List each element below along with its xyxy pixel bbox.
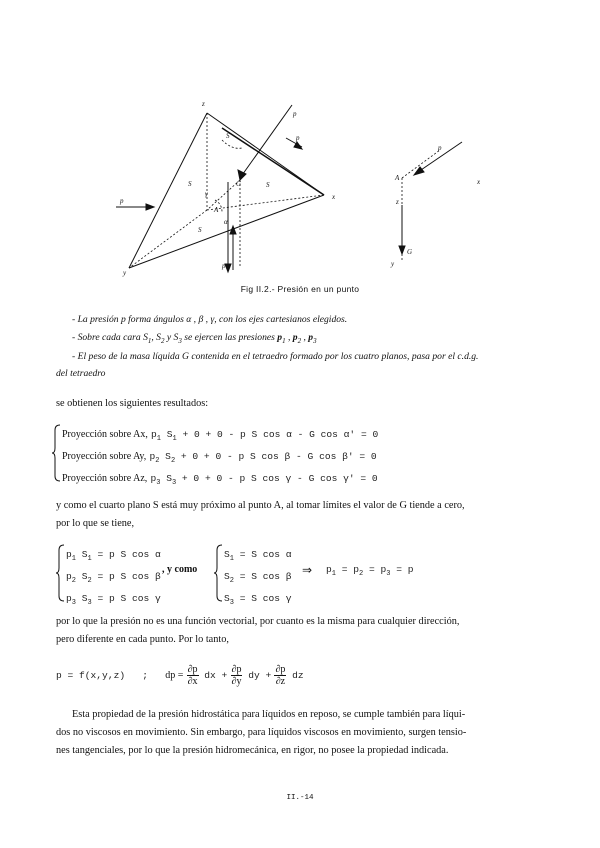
projection-system: [62, 426, 378, 492]
edge-top-left: [129, 113, 207, 268]
left-system: [66, 546, 161, 612]
arc-top: [222, 140, 242, 148]
para-cuarto-plano-1: y como el cuarto plano S está muy próximo al punto A, al tomar límites el valor de G tiende a cero,: [56, 500, 465, 511]
label-S1: S: [188, 180, 192, 188]
label-alpha: α: [224, 218, 228, 226]
tetrahedron-figure: [0, 0, 600, 290]
right-axis-x: [402, 150, 440, 178]
para-funcion-2: pero diferente en cada punto. Por lo tanto,: [56, 634, 229, 645]
label-gamma: γ: [205, 190, 208, 198]
final-para-line3: nes tangenciales, por lo que la presión hidromecánica, en rigor, no posee la propiedad indicada.: [56, 745, 449, 756]
right-g-arrow-head: [399, 246, 405, 254]
label-S: S: [266, 181, 270, 189]
bullet-weight-line1: - El peso de la masa líquida G contenida en el tetraedro formado por los cuatro planos, pasa por el c.d.g.: [72, 351, 479, 362]
label-top: z: [202, 100, 205, 108]
left-system-row: $p_2$ $S_2 = p$ S cos β: [66, 570, 161, 585]
right-label-G: G: [407, 248, 413, 256]
left-system-brace: [56, 544, 66, 602]
axis-x-dashed: [207, 195, 324, 210]
right-system: [224, 546, 292, 612]
label-y: y: [123, 269, 127, 277]
label-left-p: p: [120, 197, 124, 205]
label-x: x: [332, 193, 336, 201]
y-como: , y como: [162, 564, 198, 575]
projection-row: Proyección sobre Az, $p_3$ $S_3 + 0 + 0 - p$ S cos γ - G cos γ' = 0: [62, 472, 378, 487]
fraction-dp-dy: $\frac{\partial p}{\partial y}$: [231, 664, 242, 687]
label-p-arrow: p: [293, 110, 297, 118]
para-cuarto-plano-2: por lo que se tiene,: [56, 518, 135, 529]
right-system-row: $S_3 = S$ cos γ: [224, 592, 292, 607]
projection-row: Proyección sobre Ax, $p_1$ $S_1 + 0 + 0 - p$ S cos α - G cos α' = 0: [62, 429, 379, 443]
eq-sep: ;: [142, 670, 149, 681]
label-A: A: [214, 206, 219, 214]
label-S2: S: [226, 132, 230, 140]
page-number: II.-14: [286, 794, 314, 802]
projection-brace: [52, 424, 62, 482]
fraction-dp-dz: $\frac{\partial p}{\partial z}$: [275, 664, 286, 687]
left-arrow-head: [146, 204, 154, 210]
implies-arrow: ⇒: [302, 563, 313, 577]
eq-dp: dp =: [165, 670, 184, 681]
fraction-dp-dx: $\frac{\partial p}{\partial x}$: [187, 664, 198, 687]
right-label-A: A: [395, 174, 400, 182]
axis-y-dashed: [129, 210, 207, 268]
label-p2-arrow: p: [296, 134, 300, 142]
right-label-p: p: [438, 144, 442, 152]
label-S3: S: [198, 226, 202, 234]
results-intro: se obtienen los siguientes resultados:: [56, 398, 209, 409]
right-system-row: $S_1 = S$ cos α: [224, 549, 292, 563]
label-bottom-p: p: [222, 262, 226, 270]
right-label-x: x: [477, 178, 481, 186]
right-label-y: y: [391, 260, 395, 268]
edge-bottom: [129, 195, 324, 268]
label-G: G: [236, 180, 242, 188]
final-para-line2: dos no viscosos en movimiento. Sin embargo, para líquidos viscosos en movimiento, surgen tensio-: [56, 727, 467, 738]
pressure-equality: $p_1 = p_2 = p_3 = p$: [326, 564, 414, 578]
bullet-weight-line2: del tetraedro: [56, 368, 106, 379]
figure-caption: Fig II.2.- Presión en un punto: [240, 284, 360, 294]
differential-equation: p = f(x,y,z) ; dp = $\frac{\partial p}{\partial x}$ dx + $\frac{\partial p}{\partial y}$ dy + $\frac{\partial p}{\partial z}$ dz: [56, 664, 304, 687]
g-arrow-head: [225, 264, 231, 272]
final-para-line1: Esta propiedad de la presión hidrostática para líquidos en reposo, se cumple también para líqui-: [72, 709, 466, 720]
left-system-row: $p_3$ $S_3 = p$ S cos γ: [66, 592, 161, 607]
bullet-faces: - Sobre cada cara $S_1$, $S_2$ y $S_3$ se ejercen las presiones $p_1$ , $p_2$ , $p_3$: [72, 332, 317, 345]
right-system-row: $S_2 = S$ cos β: [224, 570, 292, 585]
eq-lhs: p = f(x,y,z): [56, 670, 126, 681]
para-funcion-1: por lo que la presión no es una función vectorial, por cuanto es la misma para cualquier dirección,: [56, 616, 460, 627]
bullet-angles: - La presión p forma ángulos α , β , γ, con los ejes cartesianos elegidos.: [72, 314, 348, 325]
right-label-z: z: [396, 198, 399, 206]
right-system-brace: [214, 544, 224, 602]
projection-row: Proyección sobre Ay, $p_2$ $S_2 + 0 + 0 - p$ S cos β - G cos β' = 0: [62, 450, 377, 465]
left-system-row: $p_1$ $S_1 = p$ S cos α: [66, 549, 161, 563]
